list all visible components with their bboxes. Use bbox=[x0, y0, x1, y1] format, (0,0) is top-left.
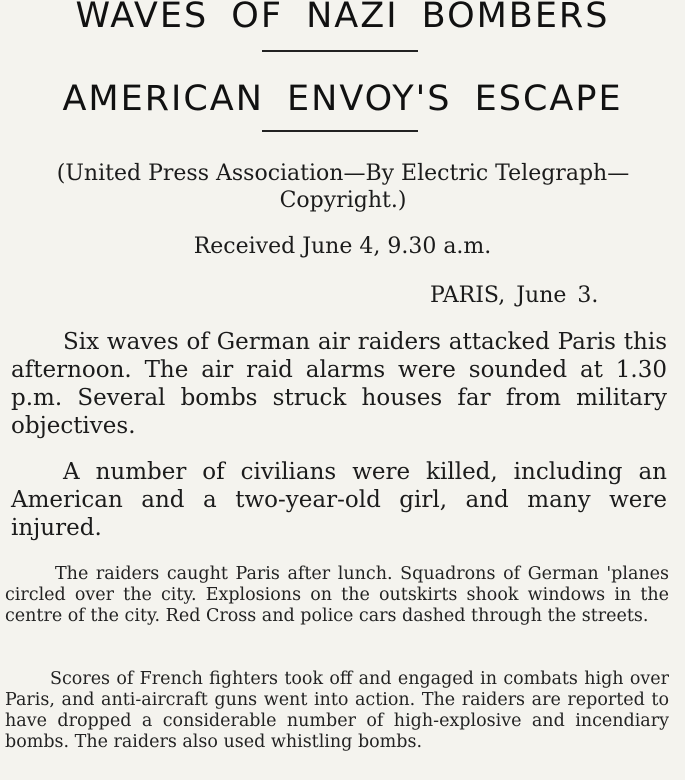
article-paragraph: Scores of French fighters took off and engaged in combats high over Paris, and anti-aircraft guns went into action. The raiders are reported to have dropped a considerable number of high-explosive and incendiary bombs. The raiders also used whistling bombs. bbox=[5, 669, 669, 752]
article-paragraph: A number of civilians were killed, including an American and a two-year-old girl, and many were injured. bbox=[11, 459, 667, 541]
wire-credit: (United Press Association—By Electric Telegraph—Copyright.) bbox=[56, 161, 630, 213]
article-paragraph: The raiders caught Paris after lunch. Squadrons of German 'planes circled over the city. Explosions on the outskirts shook windows in the centre of the city. Red Cross and police cars dashed through the streets. bbox=[5, 564, 669, 626]
received-time: Received June 4, 9.30 a.m. bbox=[193, 234, 492, 259]
headline-primary: WAVES OF NAZI BOMBERS bbox=[75, 0, 610, 36]
dateline: PARIS, June 3. bbox=[430, 283, 599, 308]
headline-secondary: AMERICAN ENVOY'S ESCAPE bbox=[62, 79, 623, 119]
headline-divider bbox=[262, 130, 418, 132]
article-paragraph: Six waves of German air raiders attacked Paris this afternoon. The air raid alarms were sounded at 1.30 p.m. Several bombs struck houses far from military objectives. bbox=[11, 329, 667, 439]
headline-divider bbox=[262, 50, 418, 52]
